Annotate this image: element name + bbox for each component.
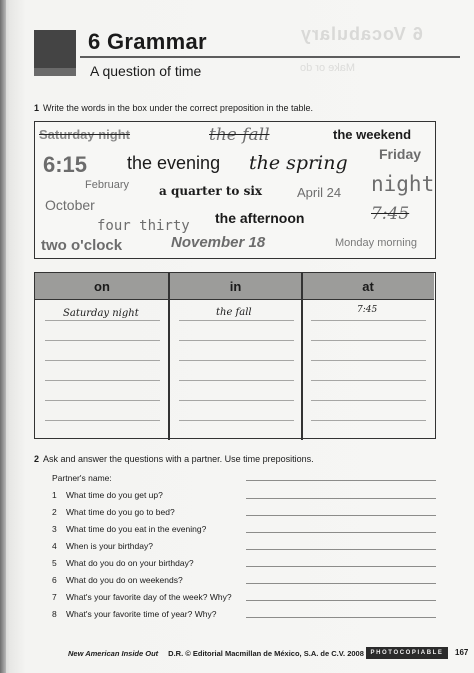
question-item: 4 When is your birthday? xyxy=(52,541,153,551)
answer-on-column[interactable]: Saturday night xyxy=(63,308,139,319)
partner-name-line[interactable] xyxy=(246,480,436,481)
column-header-at: at xyxy=(302,273,434,300)
question-item: 7 What's your favorite day of the week? Why? xyxy=(52,592,232,602)
page-number: 167 xyxy=(455,648,469,657)
word-seven-45: 7:45 xyxy=(371,204,410,224)
exercise-number: 2 xyxy=(34,454,40,464)
question-item: 1 What time do you get up? xyxy=(52,490,163,500)
question-item: 2 What time do you go to bed? xyxy=(52,507,175,517)
book-title: New American Inside Out xyxy=(68,649,159,658)
word-friday: Friday xyxy=(379,146,422,162)
write-line[interactable] xyxy=(45,420,160,421)
column-header-in: in xyxy=(169,273,302,300)
column-header-on: on xyxy=(35,273,169,300)
answer-line[interactable] xyxy=(246,600,436,601)
word-quarter-to-six: a quarter to six xyxy=(159,184,263,198)
word-the-weekend: the weekend xyxy=(333,127,412,142)
answer-line[interactable] xyxy=(246,532,436,533)
copyright-text: D.R. © Editorial Macmillan de México, S.A. de C.V. 2008 xyxy=(168,649,364,658)
preposition-table xyxy=(34,272,436,439)
write-line[interactable] xyxy=(311,380,426,381)
exercise-1-instruction xyxy=(34,103,313,113)
exercise-text: Ask and answer the questions with a partner. Use time prepositions. xyxy=(43,454,314,464)
write-line[interactable] xyxy=(311,320,426,321)
page-footer xyxy=(68,649,364,658)
write-line[interactable] xyxy=(45,340,160,341)
word-six-fifteen: 6:15 xyxy=(43,152,88,177)
answer-line[interactable] xyxy=(246,566,436,567)
word-april-24: April 24 xyxy=(297,185,342,200)
question-item: 3 What time do you eat in the evening? xyxy=(52,524,207,534)
column-divider xyxy=(301,273,303,440)
word-the-fall: the fall xyxy=(209,125,270,145)
question-item: 8 What's your favorite time of year? Why? xyxy=(52,609,217,619)
write-line[interactable] xyxy=(311,420,426,421)
question-item: 5 What do you do on your birthday? xyxy=(52,558,194,568)
write-line[interactable] xyxy=(45,380,160,381)
word-monday-morning: Monday morning xyxy=(335,237,417,249)
bleed-through-text: 6 Vocabulary xyxy=(300,24,423,44)
write-line[interactable] xyxy=(179,420,294,421)
write-line[interactable] xyxy=(311,340,426,341)
photocopiable-badge: PHOTOCOPIABLE xyxy=(366,647,448,659)
bleed-through-text: Make or do xyxy=(300,62,356,74)
write-line[interactable] xyxy=(179,400,294,401)
write-line[interactable] xyxy=(45,400,160,401)
word-four-thirty: four thirty xyxy=(97,218,190,234)
title-rule xyxy=(80,56,460,58)
exercise-2-instruction xyxy=(34,454,314,464)
answer-line[interactable] xyxy=(246,617,436,618)
book-spine-shadow xyxy=(0,0,6,673)
column-divider xyxy=(168,273,170,440)
unit-tab-stripe xyxy=(34,68,76,76)
write-line[interactable] xyxy=(311,400,426,401)
answer-line[interactable] xyxy=(246,549,436,550)
write-line[interactable] xyxy=(179,360,294,361)
answer-at-column[interactable]: 7:45 xyxy=(357,305,378,315)
word-two-oclock: two o'clock xyxy=(41,237,123,254)
answer-line[interactable] xyxy=(246,498,436,499)
word-february: February xyxy=(85,179,130,191)
answer-line[interactable] xyxy=(246,583,436,584)
write-line[interactable] xyxy=(45,320,160,321)
page-title: 6 Grammar xyxy=(88,29,207,54)
question-item: 6 What do you do on weekends? xyxy=(52,575,183,585)
answer-in-column[interactable]: the fall xyxy=(216,307,252,318)
partner-name-label: Partner's name: xyxy=(52,473,112,483)
page-subtitle: A question of time xyxy=(90,63,202,79)
exercise-text: Write the words in the box under the correct preposition in the table. xyxy=(43,103,313,113)
answer-line[interactable] xyxy=(246,515,436,516)
write-line[interactable] xyxy=(45,360,160,361)
write-line[interactable] xyxy=(179,320,294,321)
word-the-evening: the evening xyxy=(127,153,221,173)
word-night: night xyxy=(371,172,435,196)
write-line[interactable] xyxy=(179,340,294,341)
word-november-18: November 18 xyxy=(171,234,266,251)
word-october: October xyxy=(45,197,95,213)
word-the-afternoon: the afternoon xyxy=(215,210,305,226)
word-box xyxy=(34,121,436,259)
word-the-spring: the spring xyxy=(249,152,348,174)
exercise-number: 1 xyxy=(34,103,40,113)
word-saturday-night: Saturday night xyxy=(39,127,131,142)
write-line[interactable] xyxy=(311,360,426,361)
write-line[interactable] xyxy=(179,380,294,381)
